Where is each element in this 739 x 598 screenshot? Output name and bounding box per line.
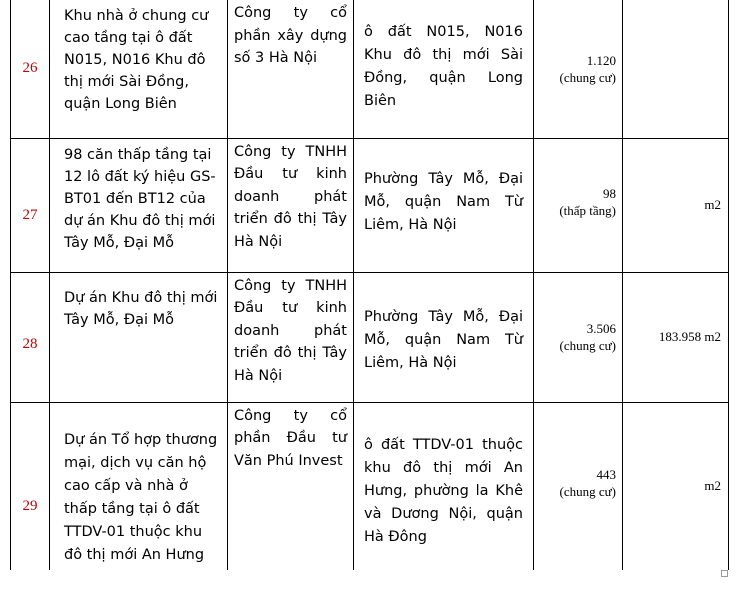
row-number: 29 <box>11 402 50 570</box>
units-cell <box>534 0 623 138</box>
table-row <box>11 138 729 272</box>
units-cell <box>534 272 623 402</box>
table-row <box>11 272 729 402</box>
row-number: 26 <box>11 0 50 138</box>
table-row <box>11 402 729 570</box>
project-name: 98 căn thấp tầng tại 12 lô đất ký hiệu GS-BT01 đến BT12 của dự án Khu đô thị mới Tây Mỗ, Đại Mỗ <box>50 138 228 272</box>
land-area: m2 <box>623 138 729 272</box>
resize-handle[interactable] <box>721 570 728 577</box>
project-location: Phường Tây Mỗ, Đại Mỗ, quận Nam Từ Liêm, Hà Nội <box>354 272 534 402</box>
investor-name: Công ty TNHH Đầu tư kinh doanh phát triển đô thị Tây Hà Nội <box>228 272 354 402</box>
land-area: m2 <box>623 402 729 570</box>
investor-name: Công ty cổ phần xây dựng số 3 Hà Nội <box>228 0 354 138</box>
units-value: 1.120 <box>586 52 616 68</box>
project-location: Phường Tây Mỗ, Đại Mỗ, quận Nam Từ Liêm, Hà Nội <box>354 138 534 272</box>
project-name: Dự án Tổ hợp thương mại, dịch vụ căn hộ cao cấp và nhà ở thấp tầng tại ô đất TTDV-01 thuộc khu đô thị mới An Hưng <box>50 402 228 570</box>
row-number: 27 <box>11 138 50 272</box>
table-row <box>11 0 729 138</box>
project-location: ô đất N015, N016 Khu đô thị mới Sài Đồng, quận Long Biên <box>354 0 534 138</box>
row-number: 28 <box>11 272 50 402</box>
units-type: (chung cư) <box>559 69 616 85</box>
investor-name: Công ty TNHH Đầu tư kinh doanh phát triển đô thị Tây Hà Nội <box>228 138 354 272</box>
project-name: Dự án Khu đô thị mới Tây Mỗ, Đại Mỗ <box>50 272 228 402</box>
units-type: (chung cư) <box>559 484 616 500</box>
project-name: Khu nhà ở chung cư cao tầng tại ô đất N015, N016 Khu đô thị mới Sài Đồng, quận Long Biên <box>50 0 228 138</box>
units-cell <box>534 402 623 570</box>
units-cell <box>534 138 623 272</box>
land-area: 183.958 m2 <box>623 272 729 402</box>
units-type: (chung cư) <box>559 338 616 353</box>
project-location: ô đất TTDV-01 thuộc khu đô thị mới An Hưng, phường la Khê và Dương Nội, quận Hà Đông <box>354 402 534 570</box>
land-area <box>623 0 729 138</box>
project-table <box>10 0 728 570</box>
investor-name: Công ty cổ phần Đầu tư Văn Phú Invest <box>228 402 354 570</box>
units-type: (thấp tầng) <box>559 203 616 218</box>
units-value: 3.506 <box>586 321 616 336</box>
units-value: 443 <box>596 467 616 483</box>
units-value: 98 <box>603 186 616 201</box>
